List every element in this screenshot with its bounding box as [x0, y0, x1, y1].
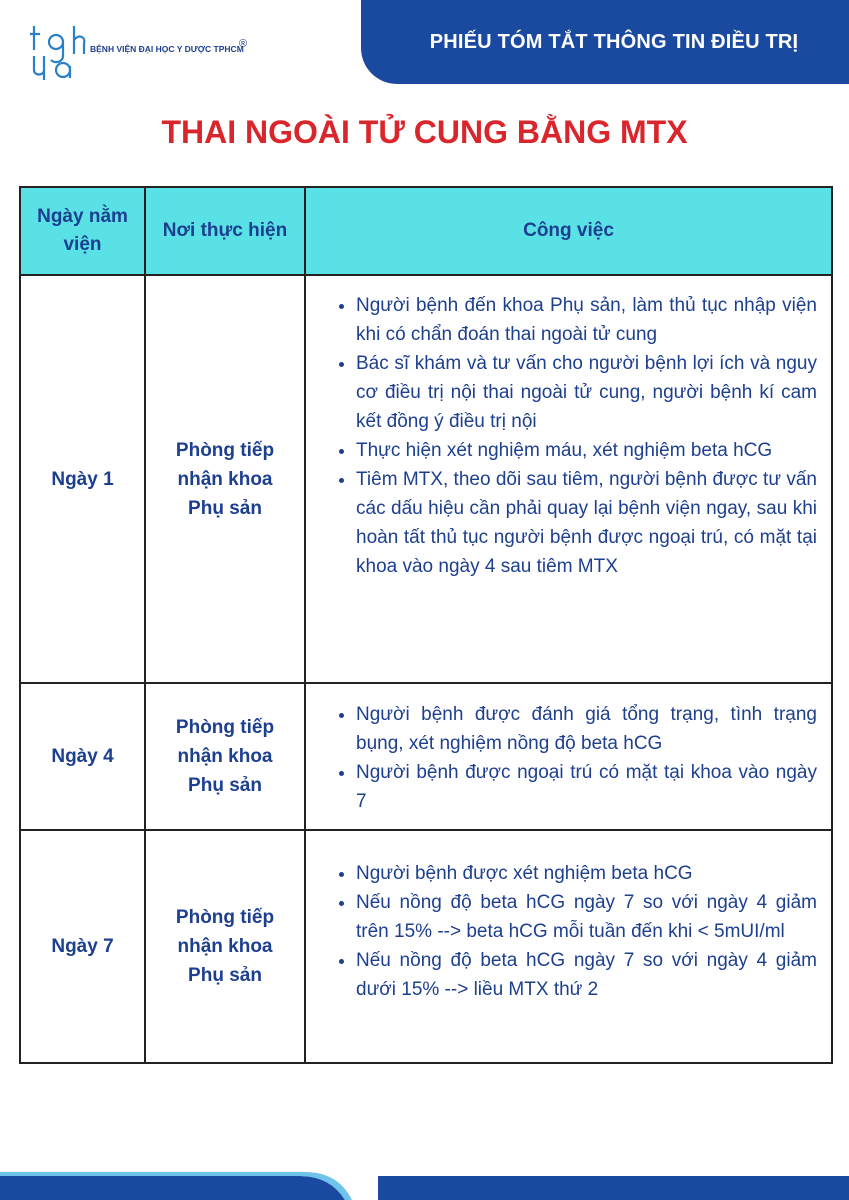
table-row: [20, 830, 832, 1063]
list-item: • Người bệnh được ngoại trú có mặt tại khoa vào ngày 7: [356, 758, 817, 816]
tasks-cell: [305, 830, 832, 1063]
list-item: • Tiêm MTX, theo dõi sau tiêm, người bệnh được tư vấn các dấu hiệu cần phải quay lại bệnh viện ngay, sau khi hoàn tất thủ tục người bệnh được ngoại trú, có mặt tại khoa vào ngày 4 sau tiêm MTX: [356, 465, 817, 581]
tasks-cell: [305, 683, 832, 830]
footer-bar: [0, 1168, 849, 1200]
column-header-tasks: Công việc: [305, 187, 832, 275]
list-item: • Người bệnh được xét nghiệm beta hCG: [356, 859, 817, 888]
place-text: Phòng tiếp nhận khoa Phụ sản: [175, 907, 275, 986]
task-list: [330, 291, 817, 581]
place-cell: [145, 275, 305, 683]
footer-wave-icon: [0, 1168, 849, 1200]
registered-mark: ®: [239, 38, 248, 50]
list-item: • Thực hiện xét nghiệm máu, xét nghiệm beta hCG: [356, 436, 817, 465]
column-header-place: Nơi thực hiện: [145, 187, 305, 275]
day-cell: Ngày 4: [20, 683, 145, 830]
day-cell: Ngày 7: [20, 830, 145, 1063]
day-cell: Ngày 1: [20, 275, 145, 683]
logo-mark-icon: [30, 22, 86, 80]
place-cell: [145, 683, 305, 830]
tasks-cell: [305, 275, 832, 683]
table-header-row: [20, 187, 832, 275]
banner-title: PHIẾU TÓM TẮT THÔNG TIN ĐIỀU TRỊ: [429, 30, 799, 53]
treatment-table: [19, 186, 833, 1064]
place-text: Phòng tiếp nhận khoa Phụ sản: [175, 717, 275, 796]
place-text: Phòng tiếp nhận khoa Phụ sản: [175, 439, 275, 519]
logo-text: BỆNH VIỆN ĐẠI HỌC Y DƯỢC TPHCM: [90, 44, 244, 54]
list-item: • Người bệnh đến khoa Phụ sản, làm thủ tục nhập viện khi có chẩn đoán thai ngoài tử cung: [356, 291, 817, 349]
table-row: [20, 275, 832, 683]
task-list: [330, 700, 817, 816]
list-item: • Nếu nồng độ beta hCG ngày 7 so với ngày 4 giảm dưới 15% --> liều MTX thứ 2: [356, 946, 817, 1004]
list-item: • Nếu nồng độ beta hCG ngày 7 so với ngày 4 giảm trên 15% --> beta hCG mỗi tuần đến khi < 5mUI/ml: [356, 888, 817, 946]
page-title: THAI NGOÀI TỬ CUNG BẰNG MTX: [161, 114, 688, 150]
list-item: • Bác sĩ khám và tư vấn cho người bệnh lợi ích và nguy cơ điều trị nội thai ngoài tử cung, người bệnh kí cam kết đồng ý điều trị nội: [356, 349, 817, 436]
table-row: [20, 683, 832, 830]
header-banner: [361, 0, 849, 84]
column-header-day: Ngày nằm viện: [20, 187, 145, 275]
place-cell: [145, 830, 305, 1063]
hospital-logo: [30, 22, 260, 80]
task-list: [330, 859, 817, 1004]
list-item: • Người bệnh được đánh giá tổng trạng, tình trạng bụng, xét nghiệm nồng độ beta hCG: [356, 700, 817, 758]
